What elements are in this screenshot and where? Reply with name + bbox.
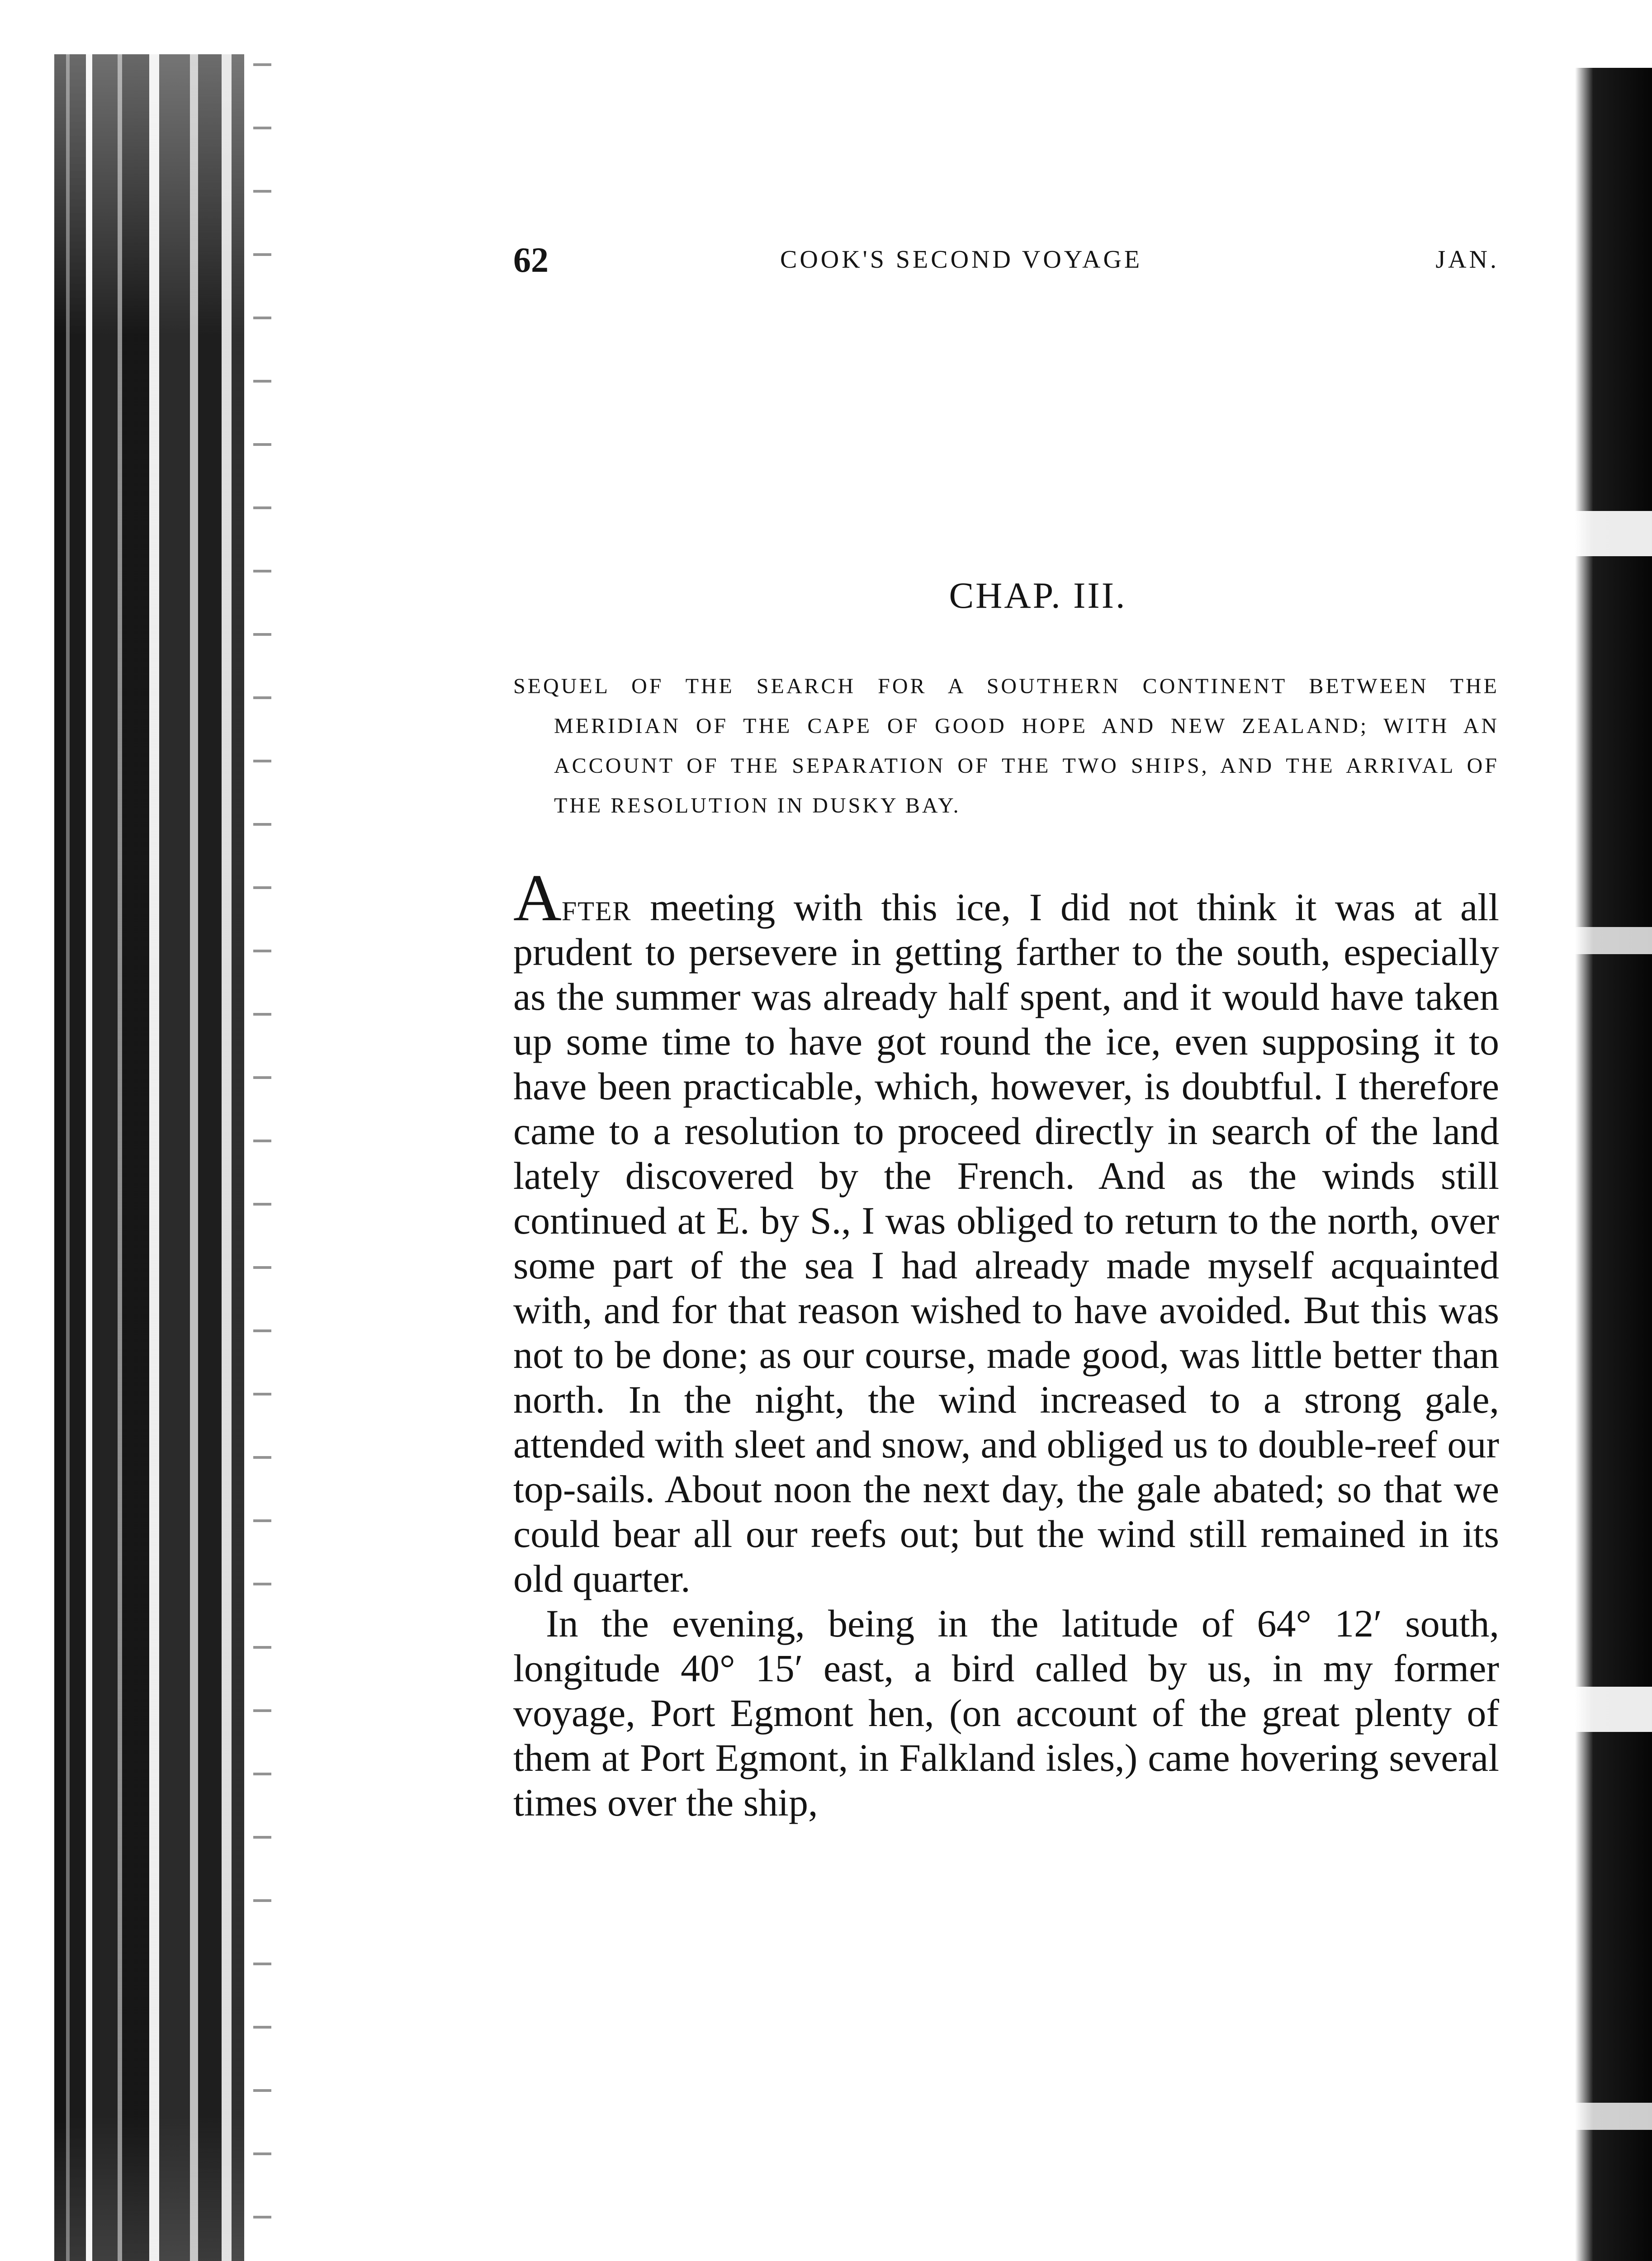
running-head xyxy=(513,240,1499,289)
small-caps-lead: fter xyxy=(561,885,632,929)
running-title: COOK'S SECOND VOYAGE xyxy=(780,246,1143,274)
paragraph-1-text: meeting with this ice, I did not think it was at all prudent to persevere in getting farther to the south, especially as the summer was already half spent, and it would have taken up some time to have got round the ice, even supposing it to have been practicable, which, however, is doubtful. I therefore came to a resolution to proceed directly in search of the land lately discovered by the French. And as the winds still continued at E. by S., I was obliged to return to the north, over some part of the sea I had already made myself acquainted with, and for that reason wished to have avoided. But this was not to be done; as our course, made good, was little better than north. In the night, the wind increased to a strong gale, attended with sleet and snow, and obliged us to double-reef our top-sails. About noon the next day, the gale abated; so that we could bear all our reefs out; but the wind still remained in its old quarter. xyxy=(513,885,1499,1600)
paragraph-1 xyxy=(513,861,1499,1601)
running-month: JAN. xyxy=(1435,246,1499,274)
drop-initial: A xyxy=(513,861,562,935)
chapter-heading: CHAP. III. xyxy=(949,575,1127,616)
page-number: 62 xyxy=(513,240,549,279)
page-edge-breaks xyxy=(1557,68,1652,2261)
binding-shadow-fade xyxy=(54,54,244,2261)
chapter-summary: SEQUEL OF THE SEARCH FOR A SOUTHERN CONTINENT BETWEEN THE MERIDIAN OF THE CAPE OF GOOD HOPE AND NEW ZEALAND; WITH AN ACCOUNT OF THE SEPARATION OF THE TWO SHIPS, AND THE ARRIVAL OF THE RESOLUTION IN DUSKY BAY. xyxy=(513,674,1499,818)
binding-specks xyxy=(253,63,271,2261)
body-text xyxy=(513,861,1499,1825)
page-content xyxy=(513,240,1499,1825)
paragraph-2: In the evening, being in the latitude of 64° 12′ south, longitude 40° 15′ east, a bird called by us, in my former voyage, Port Egmont hen, (on account of the great plenty of them at Port Egmont, in Falkland isles,) came hovering several times over the ship, xyxy=(513,1602,1499,1824)
